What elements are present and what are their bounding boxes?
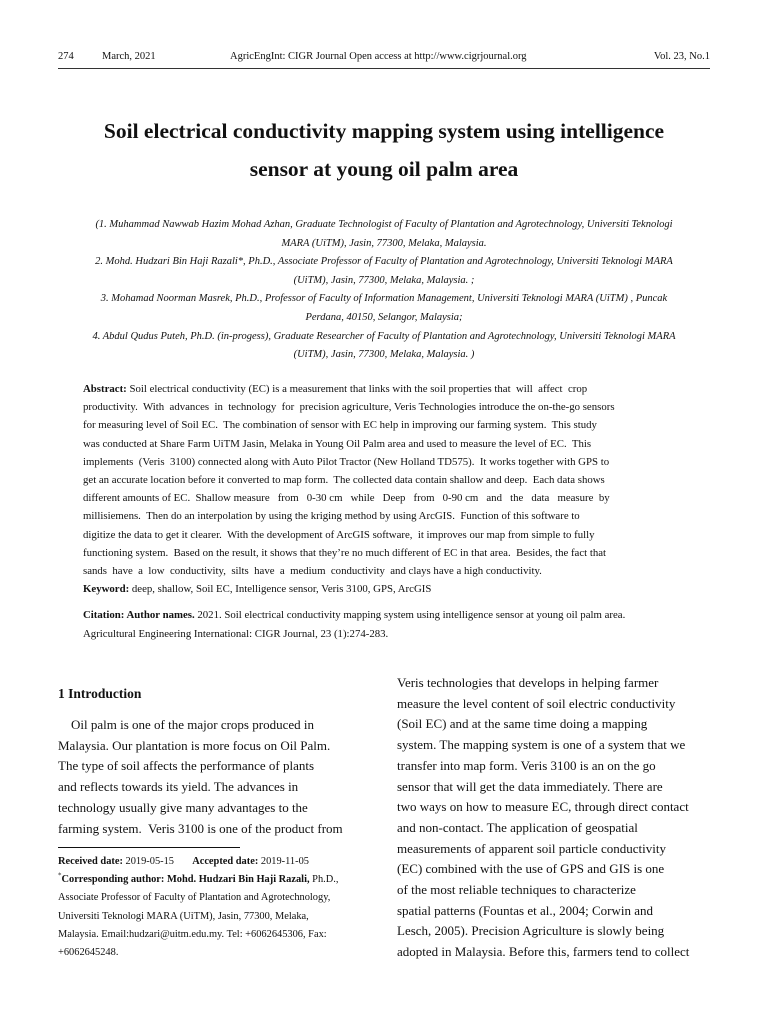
abstract-text: Soil electrical conductivity (EC) is a measurement that links with the soil properties that will affect crop	[126, 383, 588, 395]
body-line: The type of soil affects the performance of plants	[58, 758, 315, 774]
abstract-line: for measuring level of Soil EC. The combination of sensor with EC help in improving our farming system. This study	[83, 419, 597, 432]
abstract-line: get an accurate location before it converted to map form. The collected data contain shallow and deep. Each data shows	[83, 474, 605, 487]
abstract-block	[83, 380, 685, 643]
author-line: (UiTM), Jasin, 77300, Melaka, Malaysia. ;	[293, 274, 475, 286]
citation-label: Citation: Author names.	[83, 609, 195, 622]
body-line: Lesch, 2005). Precision Agriculture is slowly being	[397, 923, 665, 939]
author-affiliations	[40, 216, 728, 365]
received-label: Received date:	[58, 856, 123, 867]
body-line: and non-contact. The application of geospatial	[397, 819, 638, 835]
body-line: technology usually give many advantages to the	[58, 799, 308, 815]
citation-line: Agricultural Engineering International: CIGR Journal, 23 (1):274-283.	[83, 627, 389, 640]
body-line: transfer into map form. Veris 3100 is an on the go	[397, 757, 656, 773]
keywords-line	[83, 580, 685, 598]
footnote-line: Malaysia. Email:hudzari@uitm.edu.my. Tel: +6062645306, Fax:	[58, 928, 327, 940]
paper-title	[40, 112, 728, 188]
keywords-text: deep, shallow, Soil EC, Intelligence sensor, Veris 3100, GPS, ArcGIS	[129, 583, 432, 596]
issue-date: March, 2021	[102, 51, 156, 62]
author-line: 4. Abdul Qudus Puteh, Ph.D. (in-progess), Graduate Researcher of Faculty of Plantation and Agrotechnology, Universiti Teknologi MARA	[92, 330, 676, 342]
footnote-line: Associate Professor of Faculty of Plantation and Agrotechnology,	[58, 892, 331, 904]
author-line: (1. Muhammad Nawwab Hazim Mohad Azhan, Graduate Technologist of Faculty of Plantation and Agrotechnology, Universiti Teknologi	[95, 219, 673, 230]
section-heading: 1 Introduction	[58, 686, 142, 701]
abstract-line: different amounts of EC. Shallow measure from 0-30 cm while Deep from 0-90 cm and the data measure by	[83, 492, 610, 505]
author-line: 2. Mohd. Hudzari Bin Haji Razali*, Ph.D., Associate Professor of Faculty of Plantation and Agrotechnology, Universiti Teknologi MARA	[95, 256, 673, 268]
body-line: and reflects towards its yield. The advances in	[58, 779, 299, 795]
abstract-line: sands have a low conductivity, silts have a medium conductivity and clays have a high conductivity.	[83, 565, 542, 578]
body-line: Veris technologies that develops in helping farmer	[397, 675, 659, 690]
author-line: (UiTM), Jasin, 77300, Melaka, Malaysia. )	[293, 349, 475, 361]
body-line: measure the level content of soil electric conductivity	[397, 695, 676, 711]
body-line: adopted in Malaysia. Before this, farmers tend to collect	[397, 944, 690, 960]
body-line: (Soil EC) and at the same time doing a mapping	[397, 716, 648, 732]
body-line: two ways on how to measure EC, through direct contact	[397, 799, 689, 815]
corresponding-degree: Ph.D.,	[309, 874, 339, 886]
body-line: sensor that will get the data immediately. There are	[397, 778, 663, 794]
footnote-block	[58, 853, 378, 962]
author-line: MARA (UiTM), Jasin, 77300, Melaka, Malaysia.	[281, 237, 487, 249]
body-line: farming system. Veris 3100 is one of the product from	[58, 820, 343, 836]
title-line: sensor at young oil palm area	[249, 157, 519, 181]
running-header	[58, 50, 710, 69]
abstract-line: implements (Veris 3100) connected along with Auto Pilot Tractor (New Holland TD575). It works together with GPS to	[83, 455, 610, 468]
citation-text: 2021. Soil electrical conductivity mapping system using intelligence sensor at young oil palm area.	[194, 609, 626, 622]
footnote-line: Universiti Teknologi MARA (UiTM), Jasin, 77300, Melaka,	[58, 910, 309, 922]
corresponding-line	[58, 871, 378, 889]
abstract-line: digitize the data to get it clearer. With the development of ArcGIS software, it improves our map from simple to fully	[83, 528, 595, 541]
keyword-label: Keyword:	[83, 583, 130, 596]
body-line: Malaysia. Our plantation is more focus on Oil Palm.	[58, 737, 331, 753]
citation-line	[83, 606, 685, 624]
volume-info: Vol. 23, No.1	[653, 51, 710, 62]
left-column	[58, 684, 371, 839]
right-column	[397, 673, 713, 963]
footnote-marker: *	[58, 871, 62, 880]
footnote-divider	[58, 847, 240, 848]
abstract-line: was conducted at Share Farm UiTM Jasin, Melaka in Young Oil Palm area and used to measure the level of EC. This	[83, 437, 592, 450]
journal-name: AgricEngInt: CIGR Journal Open access at http://www.cigrjournal.org	[230, 51, 527, 62]
body-line: Oil palm is one of the major crops produced in	[58, 717, 314, 732]
abstract-line: millisiemens. Then do an interpolation by using the kriging method by using ArcGIS. Function of this software to	[83, 510, 580, 523]
page-number: 274	[58, 51, 74, 62]
author-line: 3. Mohamad Noorman Masrek, Ph.D., Professor of Faculty of Information Management, Universiti Teknologi MARA (UiTM) , Puncak	[100, 293, 668, 305]
abstract-label: Abstract:	[83, 383, 127, 395]
received-date: 2019-05-15	[122, 856, 175, 867]
body-line: measurements of apparent soil particle conductivity	[397, 840, 666, 856]
dates-line	[58, 853, 378, 871]
footnote-line: +6062645248.	[58, 947, 119, 959]
accepted-label: Accepted date:	[192, 856, 259, 867]
body-line: system. The mapping system is one of a system that we	[397, 737, 686, 753]
abstract-line: functioning system. Based on the result, it shows that they’re no much different of EC in that area. Besides, the fact that	[83, 546, 607, 559]
title-line: Soil electrical conductivity mapping system using intelligence	[103, 119, 665, 143]
corresponding-label: Corresponding author: Mohd. Hudzari Bin Haji Razali,	[61, 874, 310, 886]
body-line: spatial patterns (Fountas et al., 2004; Corwin and	[397, 902, 653, 918]
abstract-line: productivity. With advances in technology for precision agriculture, Veris Technologies introduce the on-the-go sensors	[83, 401, 615, 414]
body-line: (EC) combined with the use of GPS and GIS is one	[397, 861, 665, 877]
body-line: of the most reliable techniques to characterize	[397, 882, 636, 898]
abstract-line	[83, 380, 685, 398]
intro-left-text	[58, 715, 371, 839]
author-line: Perdana, 40150, Selangor, Malaysia;	[305, 311, 463, 323]
accepted-date: 2019-11-05	[258, 856, 309, 867]
